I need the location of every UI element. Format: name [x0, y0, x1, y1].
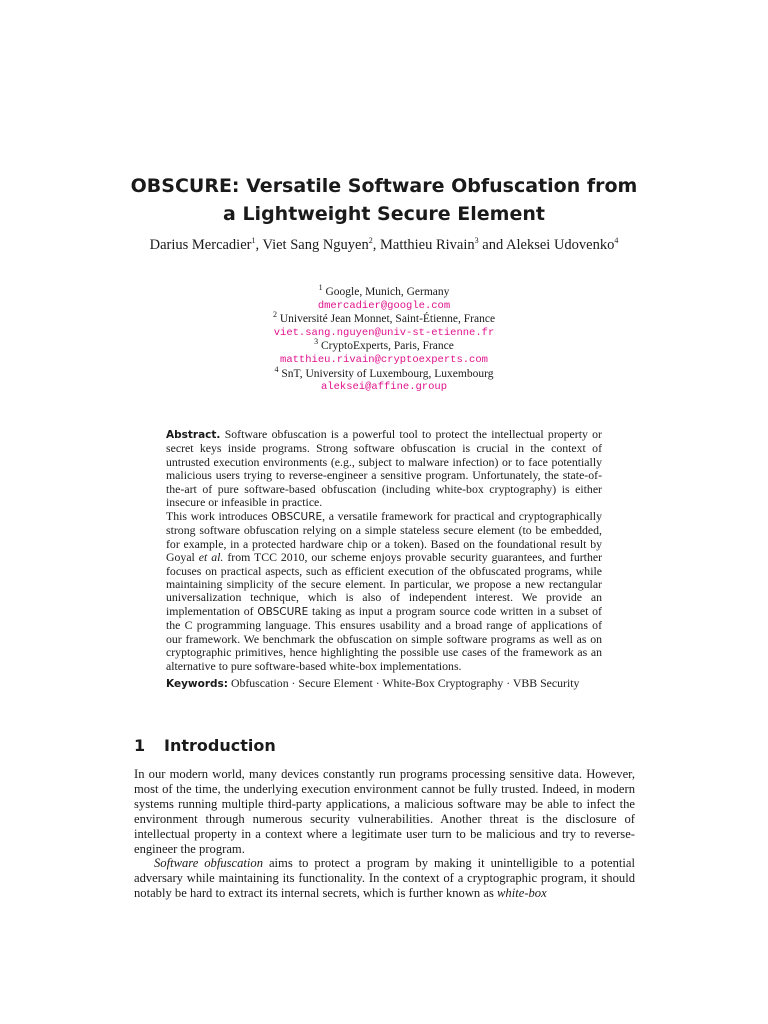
body-emphasis: Software obfuscation [154, 856, 264, 871]
affiliation-number: 1 [318, 283, 323, 293]
section-heading [134, 736, 634, 756]
author-affiliation-mark: 4 [614, 236, 619, 246]
author-name: Viet Sang Nguyen [262, 237, 369, 253]
author-name: Darius Mercadier [149, 237, 252, 253]
author-affiliation-mark: 2 [368, 236, 373, 246]
affiliation-place: Google, Munich, Germany [325, 286, 450, 298]
body-paragraph [134, 856, 635, 901]
abstract-text: taking as input a program source code written in a subset of the C programming language. This ensures usability and a broad range of applications of our framework. We benchmark the obfuscation on simple software programs as well as on cryptographic primitives, hence highlighting the possible use cases of the framework as an alternative to pure software-based white-box implementations. [166, 603, 602, 673]
keywords-label: Keywords: [166, 678, 228, 691]
abstract-text: from TCC 2010, our scheme enjoys provable security guarantees, and further focuses on practical aspects, such as efficient execution of the obfuscated programs, while maintaining simplicity of the secure element. In particular, we propose a new rectangular universalization technique, which is also of independent interest. We provide an implementation of [166, 550, 603, 618]
keywords-text: Obfuscation · Secure Element · White-Box Cryptography · VBB Security [230, 676, 580, 691]
abstract-text: , a versatile framework for practical and cryptographically strong software obfuscation relying on a simple stateless secure element (to be embedded, for example, in a protected hardware chip or a token). Based on the foundational result by Goyal [166, 508, 602, 565]
title-line-1: OBSCURE: Versatile Software Obfuscation from [130, 175, 638, 197]
author-email-link[interactable]: matthieu.rivain@cryptoexperts.com [280, 353, 488, 366]
body-emphasis: white-box [497, 886, 547, 901]
abstract-block [166, 428, 602, 692]
author-affiliation-mark: 1 [251, 236, 256, 246]
abstract-emphasis: et al. [198, 550, 224, 565]
affiliation-item [120, 310, 648, 340]
paper-title [120, 172, 648, 228]
affiliation-place: CryptoExperts, Paris, France [321, 340, 454, 353]
author-email-link[interactable]: dmercadier@google.com [317, 299, 451, 312]
obscure-name: OBSCURE [271, 510, 323, 523]
affiliation-item [120, 364, 648, 395]
obscure-name: OBSCURE [257, 605, 309, 618]
affiliation-place: Université Jean Monnet, Saint-Étienne, France [279, 313, 496, 326]
author-affiliation-mark: 3 [474, 236, 479, 246]
section-number: 1 [134, 736, 146, 755]
body-paragraph: In our modern world, many devices constantly run programs processing sensitive data. However, most of the time, the underlying execution environment cannot be fully trusted. Indeed, in modern systems running multiple third-party applications, a malicious software may be able to infect the environment through numerous security vulnerabilities. Another threat is the disclosure of intellectual property in a context where a legitimate user turn to be malicious and try to reverse-engineer the program. [134, 767, 635, 856]
affiliation-number: 2 [272, 310, 277, 320]
keywords-line [166, 677, 602, 691]
affiliation-item [120, 337, 648, 367]
author-email-link[interactable]: aleksei@affine.group [320, 381, 448, 394]
body-text: aims to protect a program by making it unintelligible to a potential adversary while maintaining its functionality. In the context of a cryptographic program, it should notably be hard to extract its internal secrets, which is further known as [134, 856, 635, 901]
title-line-2: a Lightweight Secure Element [223, 203, 545, 225]
author-name: Aleksei Udovenko [506, 237, 615, 253]
abstract-paragraph [166, 428, 602, 510]
affiliation-place: SnT, University of Luxembourg, Luxembourg [281, 367, 494, 380]
abstract-text: This work introduces [166, 508, 268, 523]
author-name: Matthieu Rivain [380, 237, 475, 253]
abstract-paragraph [166, 510, 602, 673]
abstract-label: Abstract. [166, 429, 221, 441]
affiliation-number: 3 [314, 337, 319, 347]
author-email-link[interactable]: viet.sang.nguyen@univ-st-etienne.fr [273, 326, 495, 339]
author-conjunction: and [482, 237, 504, 253]
abstract-text: Software obfuscation is a powerful tool to protect the intellectual property or secret keys inside programs. Strong software obfuscation is crucial in the context of untrusted execution environments (e.g., subject to malware infection) or to face potentially malicious users trying to reverse-engineer a sensitive program. Unfortunately, the state-of-the-art of pure software-based obfuscation (including white-box cryptography) is either insecure or infeasible in practice. [166, 427, 602, 510]
author-list: Darius Mercadier$^1$, Viet Sang Nguyen$^2$, Matthieu Rivain$^3$ and Aleksei Udovenko$^4$ [149, 236, 619, 253]
affiliation-item [120, 283, 648, 313]
affiliation-list [120, 283, 648, 395]
section-body [134, 767, 635, 901]
affiliation-number: 4 [274, 364, 279, 374]
section-title: Introduction [164, 736, 276, 755]
